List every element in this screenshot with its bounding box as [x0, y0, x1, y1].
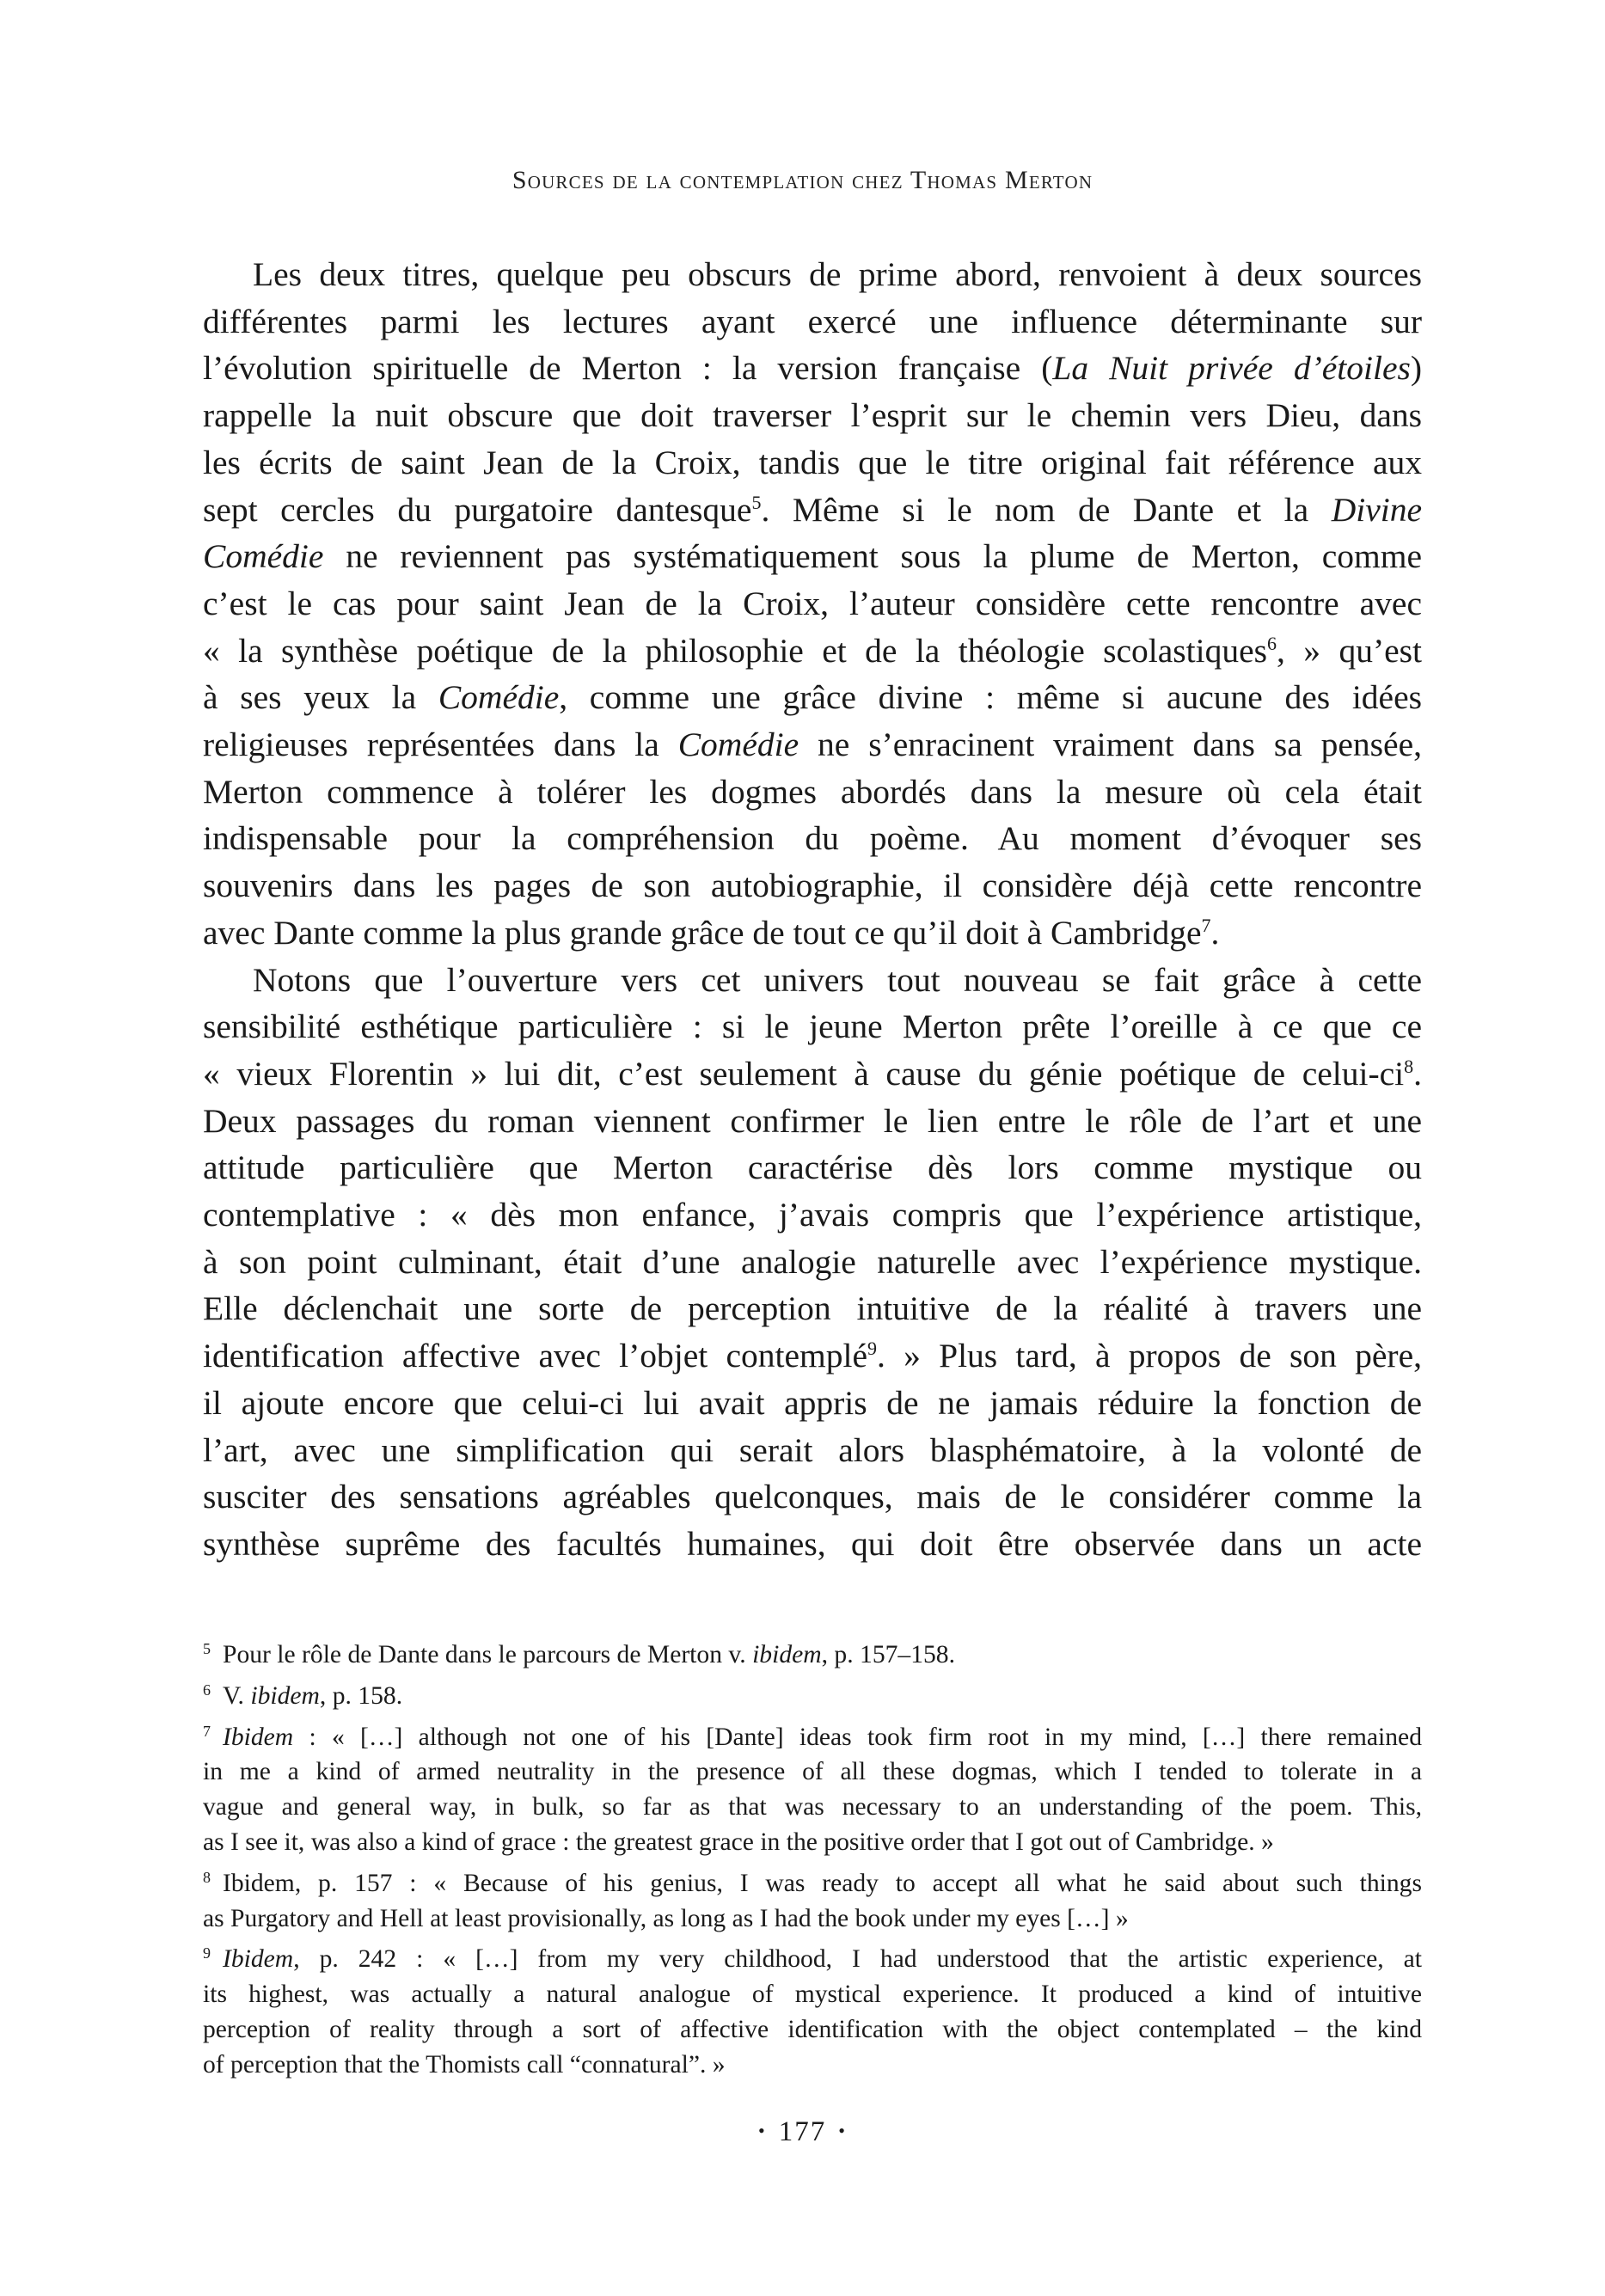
- text-line: vague and general way, in bulk, so far as that was necessary to an understanding of the poem. This,: [203, 1793, 1422, 1821]
- text-line: its highest, was actually a natural analogue of mystical experience. It produced a kind of intuitive: [203, 1981, 1422, 2009]
- text-line: différentes parmi les lectures ayant exercé une influence déterminante sur: [203, 302, 1422, 340]
- footnote-9: [203, 1936, 1422, 2082]
- footnote-number: 8: [203, 1868, 211, 1886]
- text-segment: Pour le rôle de Dante dans le parcours de Merton v.: [223, 1641, 753, 1668]
- text-line: [203, 1632, 1422, 1673]
- footnote-5: [203, 1632, 1422, 1673]
- text-line: contemplative : « dès mon enfance, j’avais compris que l’expérience artistique,: [203, 1196, 1422, 1234]
- text-line: il ajoute encore que celui-ci lui avait appris de ne jamais réduire la fonction de: [203, 1383, 1422, 1422]
- text-line: [203, 1673, 1422, 1714]
- text-line: Merton commence à tolérer les dogmes abordés dans la mesure où cela était: [203, 772, 1422, 811]
- page-number: [0, 2116, 1605, 2148]
- text-segment: , comme une grâce divine : même si aucune des idées: [559, 678, 1422, 717]
- text-segment: , p. 157–158.: [821, 1641, 955, 1668]
- text-line: [203, 721, 1422, 768]
- text-segment: .: [1210, 913, 1220, 952]
- book-title: La Nuit privée d’étoiles: [1052, 349, 1411, 388]
- text-line: indispensable pour la compréhension du poème. Au moment d’évoquer ses: [203, 819, 1422, 858]
- text-line: [203, 1050, 1422, 1098]
- text-segment: , p. 158.: [319, 1681, 403, 1710]
- text-line: [203, 487, 1422, 534]
- text-line: [203, 628, 1422, 675]
- footnote-ref: 5: [751, 491, 762, 513]
- text-line: [203, 345, 1422, 392]
- footnote-number: 6: [203, 1681, 211, 1699]
- text-line: Deux passages du roman viennent confirmer le lien entre le rôle de l’art et une: [203, 1101, 1422, 1140]
- book-title: Divine: [1331, 490, 1422, 529]
- text-line: Notons que l’ouverture vers cet univers tout nouveau se fait grâce à cette: [253, 960, 1422, 999]
- text-line: perception of reality through a sort of affective identification with the object contemplated – the kind: [203, 2015, 1422, 2043]
- text-segment: à ses yeux la: [203, 678, 438, 717]
- text-line: sensibilité esthétique particulière : si le jeune Merton prête l’oreille à ce que ce: [203, 1007, 1422, 1046]
- text-segment: identification affective avec l’objet contemplé: [203, 1337, 867, 1375]
- citation-italic: ibidem: [250, 1681, 320, 1710]
- text-segment: Ibidem, p. 157 : « Because of his genius, I was ready to accept all what he said about such things: [223, 1869, 1422, 1897]
- text-line: c’est le cas pour saint Jean de la Croix, l’auteur considère cette rencontre avec: [203, 584, 1422, 622]
- citation-italic: Ibidem: [223, 1723, 294, 1751]
- book-title: Comédie: [438, 678, 560, 717]
- footnote-ref: 8: [1404, 1055, 1414, 1077]
- text-line: [203, 674, 1422, 721]
- footnote-7: [203, 1714, 1422, 1860]
- body-text: [203, 251, 1422, 1568]
- text-line: susciter des sensations agréables quelconques, mais de le considérer comme la: [203, 1478, 1422, 1516]
- book-title: Comédie: [677, 726, 799, 764]
- bullet-icon: •: [758, 2120, 767, 2141]
- text-line: as I see it, was also a kind of grace : the greatest grace in the positive order that I got out of Cambridge. »: [203, 1828, 1274, 1856]
- bullet-icon: •: [838, 2120, 847, 2141]
- text-line: synthèse suprême des facultés humaines, qui doit être observée dans un acte: [203, 1524, 1422, 1563]
- footnote-6: [203, 1673, 1422, 1714]
- text-segment: ): [1410, 349, 1423, 388]
- footnote-ref: 6: [1267, 632, 1277, 654]
- text-line: in me a kind of armed neutrality in the presence of all these dogmas, which I tended to tolerate in a: [203, 1758, 1422, 1786]
- footnote-ref: 9: [867, 1338, 877, 1360]
- paragraph: [203, 251, 1422, 957]
- paragraph: [203, 957, 1422, 1568]
- text-line: Les deux titres, quelque peu obscurs de prime abord, renvoient à deux sources: [253, 255, 1422, 293]
- text-line: [203, 1860, 1422, 1901]
- text-line: [203, 533, 1422, 580]
- citation-italic: Ibidem: [223, 1945, 294, 1974]
- text-segment: , p. 242 : « […] from my very childhood, I had understood that the artistic experience, at: [293, 1945, 1422, 1974]
- text-segment: V.: [223, 1681, 251, 1710]
- text-line: attitude particulière que Merton caractérise dès lors comme mystique ou: [203, 1148, 1422, 1187]
- text-segment: .: [1413, 1054, 1422, 1093]
- text-segment: sept cercles du purgatoire dantesque: [203, 490, 752, 529]
- text-line: à son point culminant, était d’une analogie naturelle avec l’expérience mystique.: [203, 1242, 1422, 1281]
- footnotes: [203, 1632, 1422, 2083]
- citation-italic: ibidem: [752, 1641, 822, 1668]
- text-segment: ne s’enracinent vraiment dans sa pensée,: [799, 726, 1422, 764]
- text-line: [203, 909, 1422, 957]
- text-segment: « vieux Florentin » lui dit, c’est seulement à cause du génie poétique de celui-ci: [203, 1054, 1405, 1093]
- text-line: of perception that the Thomists call “connatural”. »: [203, 2050, 726, 2079]
- text-segment: . » Plus tard, à propos de son père,: [876, 1337, 1422, 1375]
- text-line: l’art, avec une simplification qui serait alors blasphématoire, à la volonté de: [203, 1430, 1422, 1469]
- text-segment: « la synthèse poétique de la philosophie et de la théologie scolastiques: [203, 631, 1268, 670]
- footnote-8: [203, 1860, 1422, 1937]
- footnote-number: 5: [203, 1640, 211, 1657]
- text-line: les écrits de saint Jean de la Croix, tandis que le titre original fait référence aux: [203, 443, 1422, 481]
- text-line: rappelle la nuit obscure que doit traverser l’esprit sur le chemin vers Dieu, dans: [203, 396, 1422, 435]
- text-segment: , » qu’est: [1277, 631, 1422, 670]
- text-line: [203, 1936, 1422, 1977]
- running-head: Sources de la contemplation chez Thomas Merton: [512, 166, 1093, 194]
- text-line: [203, 1332, 1422, 1380]
- footnote-ref: 7: [1201, 914, 1211, 936]
- footnote-number: 7: [203, 1722, 211, 1740]
- text-segment: l’évolution spirituelle de Merton : la version française (: [203, 349, 1053, 388]
- page-number-value: 177: [778, 2116, 827, 2147]
- text-line: as Purgatory and Hell at least provisionally, as long as I had the book under my eyes […] »: [203, 1904, 1129, 1932]
- text-segment: religieuses représentées dans la: [203, 726, 678, 764]
- text-line: [203, 1714, 1422, 1755]
- text-segment: : « […] although not one of his [Dante] ideas took firm root in my mind, […] there remained: [293, 1723, 1422, 1751]
- text-segment: ne reviennent pas systématiquement sous la plume de Merton, comme: [323, 537, 1422, 576]
- text-segment: . Même si le nom de Dante et la: [761, 490, 1332, 529]
- text-line: souvenirs dans les pages de son autobiographie, il considère déjà cette rencontre: [203, 866, 1422, 905]
- text-segment: avec Dante comme la plus grande grâce de tout ce qu’il doit à Cambridge: [203, 913, 1202, 952]
- book-title: Comédie: [203, 537, 324, 576]
- text-line: Elle déclenchait une sorte de perception intuitive de la réalité à travers une: [203, 1289, 1422, 1328]
- footnote-number: 9: [203, 1944, 211, 1962]
